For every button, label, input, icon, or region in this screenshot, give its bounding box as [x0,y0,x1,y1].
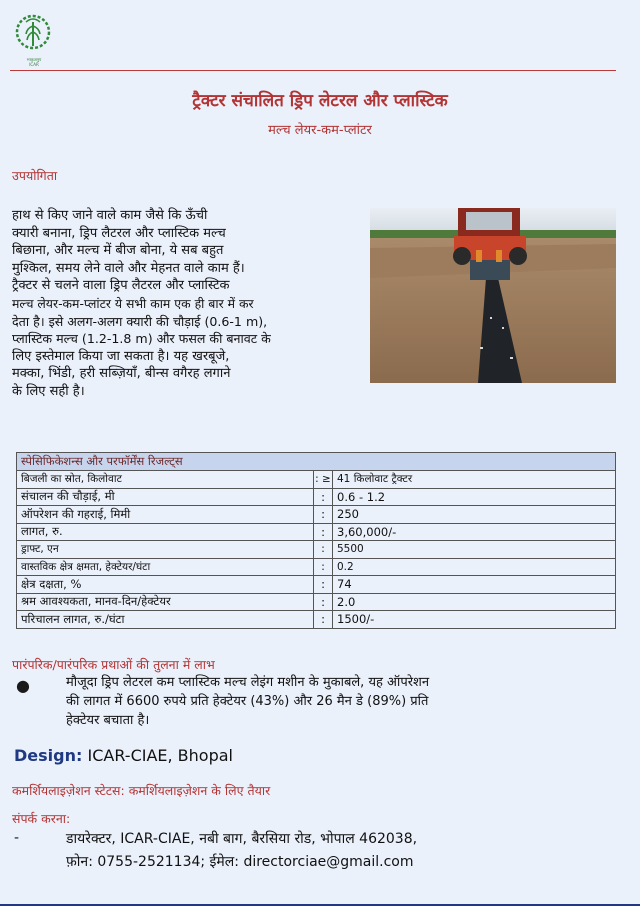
bullet-icon: ● [16,676,30,695]
design-label: Design: [14,746,83,765]
spec-separator: : [314,558,333,576]
spec-separator: : [314,506,333,524]
spec-label: बिजली का स्रोत, किलोवाट [17,471,314,489]
table-row [17,611,616,629]
table-row [17,541,616,559]
spec-separator: : [314,523,333,541]
spec-separator: : [314,541,333,559]
commercialization-status: कमर्शियलाइज़ेशन स्टेटस: कमर्शियलाइज़ेशन के लिए तैयार [12,783,271,798]
utility-line: मल्च लेयर-कम-प्लांटर ये सभी काम एक ही बार में कर [12,295,254,311]
utility-description [12,207,364,401]
spec-value: 41 किलोवाट ट्रैक्टर [333,471,616,489]
spec-value: 3,60,000/- [333,523,616,541]
utility-line: लिए इस्तेमाल किया जा सकता है। यह खरबूजे, [12,348,230,364]
spec-label: ऑपरेशन की गहराई, मिमी [17,506,314,524]
design-value: ICAR-CIAE, Bhopal [87,746,233,765]
spec-separator: : [314,593,333,611]
spec-value: 2.0 [333,593,616,611]
spec-label: श्रम आवश्यकता, मानव-दिन/हेक्टेयर [17,593,314,611]
table-row [17,576,616,594]
spec-label: लागत, रु. [17,523,314,541]
spec-label: क्षेत्र दक्षता, % [17,576,314,594]
spec-separator: : [314,576,333,594]
header-rule [10,70,616,71]
table-row [17,558,616,576]
utility-line: मक्का, भिंडी, हरी सब्ज़ियाँ, बीन्स वगैरह लगाने [12,366,231,382]
spec-header-row [17,453,616,471]
contact-heading: संपर्क करना: [12,811,71,826]
spec-label: संचालन की चौड़ाई, मी [17,488,314,506]
spec-separator: : ≥ [314,471,333,489]
utility-line: हाथ से किए जाने वाले काम जैसे कि ऊँची [12,208,208,223]
spec-value: 0.2 [333,558,616,576]
benefit-description [66,673,556,730]
page-title: ट्रैक्टर संचालित ड्रिप लेटरल और प्लास्टिक [192,91,448,111]
spec-label: ड्राफ्ट, एन [17,541,314,559]
page-subtitle: मल्च लेयर-कम-प्लांटर [268,123,372,138]
spec-value: 74 [333,576,616,594]
table-row [17,523,616,541]
spec-value: 250 [333,506,616,524]
spec-separator: : [314,611,333,629]
contact-address: डायरेक्टर, ICAR-CIAE, नबी बाग, बैरसिया रोड, भोपाल 462038, [66,831,418,847]
spec-value: 1500/- [333,611,616,629]
table-row [17,471,616,489]
table-row [17,593,616,611]
benefit-line: मौजूदा ड्रिप लेटरल कम प्लास्टिक मल्च लेइंग मशीन के मुकाबले, यह ऑपरेशन [66,675,430,690]
spec-label: वास्तविक क्षेत्र क्षमता, हेक्टेयर/घंटा [17,558,314,576]
spec-separator: : [314,488,333,506]
tractor-field-photo [370,208,616,383]
logo-caption: भाकृअनुप ICAR [26,57,42,67]
contact-phone-email: फ़ोन: 0755-2521134; ईमेल: directorciae@gmail.com [66,854,414,870]
spec-label: परिचालन लागत, रु./घंटा [17,611,314,629]
contact-dash: - [14,830,20,846]
spec-value: 0.6 - 1.2 [333,488,616,506]
spec-table [16,452,616,629]
spec-value: 5500 [333,541,616,559]
spec-heading: स्पेसिफिकेशन्स और परफॉर्मेंस रिजल्ट्स [17,453,616,471]
benefit-line: की लागत में 6600 रुपये प्रति हेक्टेयर (43%) और 26 मैन डे (89%) प्रति [66,694,429,709]
utility-line: मुश्किल, समय लेने वाले और मेहनत वाले काम हैं। [12,260,245,276]
utility-line: देता है। इसे अलग-अलग क्यारी की चौड़ाई (0.6-1 m), [12,313,268,329]
table-row [17,506,616,524]
table-row [17,488,616,506]
design-credit [14,746,233,765]
utility-heading: उपयोगिता [12,168,58,183]
utility-line: के लिए सही है। [12,383,85,399]
utility-line: ट्रैक्टर से चलने वाला ड्रिप लैटरल और प्लास्टिक [12,278,230,294]
benefit-heading: पारंपरिक/पारंपरिक प्रथाओं की तुलना में लाभ [12,657,215,672]
benefit-line: हेक्टेयर बचाता है। [66,713,150,728]
utility-line: प्लास्टिक मल्च (1.2-1.8 m) और फसल की बनावट के [12,331,271,347]
utility-line: क्यारी बनाना, ड्रिप लैटरल और प्लास्टिक मल्च [12,225,226,241]
utility-line: बिछाना, और मल्च में बीज बोना, ये सब बहुत [12,243,224,259]
